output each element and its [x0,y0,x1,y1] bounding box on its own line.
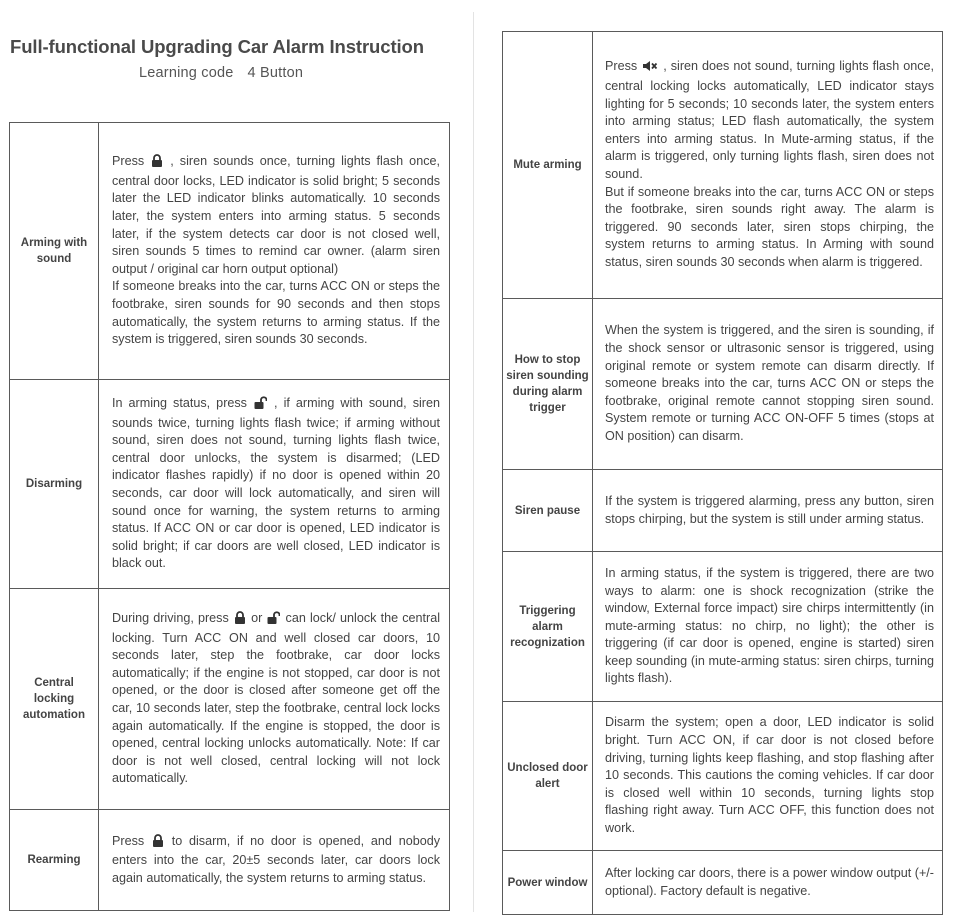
desc-text: But if someone breaks into the car, turns ACC ON or steps the footbrake, siren sounds right away. The alarm is triggered. 90 seconds later, siren stops chirping, the system returns to arming status. In Arming with sound status, siren sounds 30 seconds when alarm is triggered. [605,184,934,269]
desc-text: Disarm the system; open a door, LED indicator is solid bright. Turn ACC ON, if car door is not closed before driving, turning lights keep flashing, and stop flashing after 10 seconds. This cautions the coming vehicles. If car door is closed well within 10 seconds, turning lights stop flashing right away. Turn ACC OFF, this function does not work. [605,715,934,835]
desc-text: can lock/ unlock the central locking. Turn ACC ON and well closed car doors, 10 seconds later, step the footbrake, car door locks automatically; if the engine is not stopped, car door is not opened, or the door is closed after someone get off the car, 10 seconds later, step the footbrake, central lock locks again automatically. If the engine is stopped, the door is opened, central locking unlocks automatically. Note: If car door is not well closed, central locking will not lock automatically. [112,611,441,786]
row-desc-central-locking [99,589,450,810]
row-label-triggering-alarm: Triggering alarm recognization [503,552,593,702]
desc-text: If someone breaks into the car, turns ACC ON or steps the footbrake, siren sounds for 90 seconds and then stops automatically, the system returns to arming status. If the system is triggered, siren sounds 30 seconds. [112,279,440,347]
subtitle-buttons: 4 Button [247,65,304,81]
row-label-rearming: Rearming [10,810,99,911]
row-desc-arming-with-sound [99,123,450,380]
row-desc-unclosed-door [593,702,943,851]
row-desc-mute-arming [593,32,943,299]
page-fold-divider [473,12,474,912]
row-label-arming-with-sound: Arming with sound [10,123,99,380]
row-desc-power-window [593,851,943,915]
desc-text: During driving, press [112,611,229,626]
table-row [503,470,943,552]
lock-icon [152,834,164,853]
row-desc-disarming [99,380,450,589]
table-row [10,810,450,911]
page-subtitle [139,65,303,81]
row-desc-rearming [99,810,450,911]
desc-text: Press [112,833,145,848]
left-instruction-table [9,122,450,911]
table-row [503,851,943,915]
row-label-siren-pause: Siren pause [503,470,593,552]
table-row [10,589,450,810]
table-row [503,702,943,851]
lock-icon [234,611,246,630]
subtitle-mode: Learning code [139,65,234,81]
desc-text: When the system is triggered, and the siren is sounding, if the shock sensor or ultrasonic sensor is triggered, using original remote or system remote can disarm directly. If someone breaks into the car, turns ACC ON or steps the footbrake, original remote cannot stopping siren sound. System remote or turning ACC ON-OFF 5 times (stops at ON position) can disarm. [605,323,934,443]
table-row [503,32,943,299]
table-row [503,552,943,702]
row-label-mute-arming: Mute arming [503,32,593,299]
table-row [503,299,943,470]
desc-text: to disarm, if no door is opened, and nobody enters into the car, 20±5 seconds later, car doors lock again automatically, the system returns to arming status. [112,833,441,885]
row-desc-siren-pause [593,470,943,552]
unlock-icon [254,396,267,415]
desc-text: In arming status, press [112,396,247,411]
table-row [10,380,450,589]
unlock-icon [267,611,280,630]
table-row [10,123,450,380]
page-title: Full-functional Upgrading Car Alarm Instruction [10,36,424,57]
desc-text: or [251,611,263,626]
desc-text: In arming status, if the system is triggered, there are two ways to alarm: one is shock recognization (strike the window, External force impact) sire chirps intermittently (in mute-arming status: no chirp, no light); the other is triggering (if car door is opened, engine is started) siren keep sounding (in mute-arming status: siren chirps, turning lights flash). [605,565,934,686]
row-label-power-window: Power window [503,851,593,915]
row-desc-stop-siren [593,299,943,470]
desc-text: If the system is triggered alarming, press any button, siren stops chirping, but the system is still under arming status. [605,493,934,526]
desc-text: , if arming with sound, siren sounds twice, turning lights flash twice; if arming without sound, siren does not sound, turning lights flash twice, central door unlocks, the system is disarmed; (LED indicator flashes rapidly) if no door is opened within 20 seconds, car door will lock automatically, and siren will sound once for warning, the system returns to arming status. If ACC ON or car door is opened, LED indicator is solid bright; if car doors are well closed, LED indicator is black out. [112,396,440,571]
desc-text: Press [605,59,638,74]
desc-text: , siren sounds once, turning lights flash once, central door locks, LED indicator is solid bright; 5 seconds later the LED indicator blinks automatically. 10 seconds later, the system enters into arming status. 5 seconds later, if the system detects car door is not closed well, siren sounds 5 times to remind car owner. (alarm siren output / original car horn output optional) [112,154,440,276]
right-instruction-table [502,31,943,915]
mute-speaker-icon [642,60,658,78]
row-label-disarming: Disarming [10,380,99,589]
row-label-central-locking: Central locking automation [10,589,99,810]
row-label-stop-siren: How to stop siren sounding during alarm trigger [503,299,593,470]
desc-text: , siren does not sound, turning lights flash once, central locking locks automatically, LED indicator stays lighting for 5 seconds; 10 seconds later, the system enters into arming status; LED flash automatically, the system enters into arming status. In Mute-arming status, if the alarm is triggered, only turning lights flash, siren does not sound. [605,59,935,181]
row-desc-triggering-alarm [593,552,943,702]
lock-icon [151,154,163,173]
desc-text: Press [112,154,145,169]
desc-text: After locking car doors, there is a power window output (+/- optional). Factory default is negative. [605,865,934,898]
row-label-unclosed-door: Unclosed door alert [503,702,593,851]
